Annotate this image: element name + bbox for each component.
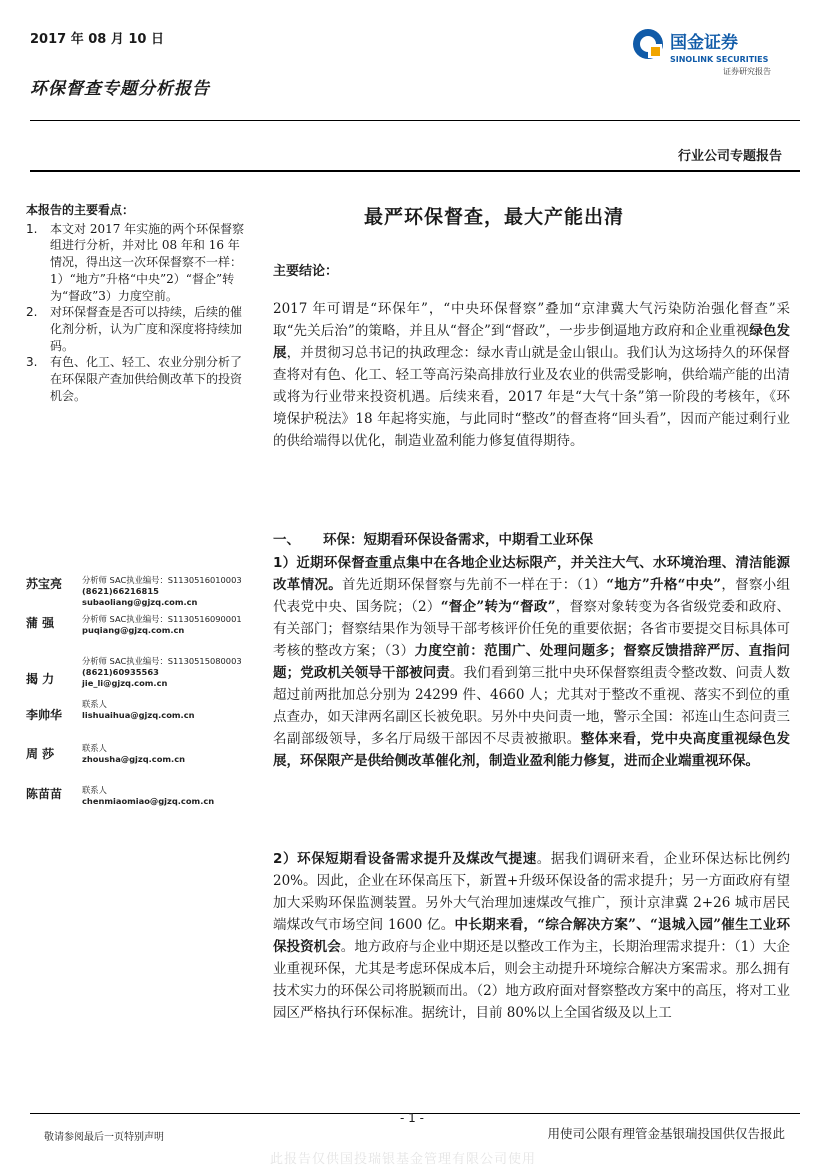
body-paragraph-1 [273, 552, 790, 772]
analyst-info [82, 743, 185, 765]
logo-english: SINOLINK SECURITIES [670, 55, 769, 64]
body-paragraph-2 [273, 848, 790, 1024]
summary-text: 2017 年可谓是“环保年”，“中央环保督察”叠加“京津冀大气污染防治强化督查”采取“先关后治”的策略，并且从“督企”到“督政”，一步步倒逼地方政府和企业重视 [273, 301, 790, 339]
highlight-text: 本文对 2017 年实施的两个环保督察组进行分析，并对比 08 年和 16 年情况，得出这一次环保督察不一样：1）“地方”升格“中央”2）“督企”转为“督政”3）力度空前。 [50, 221, 245, 303]
highlights-panel [26, 202, 246, 404]
report-type: 行业公司专题报告 [677, 149, 782, 164]
analyst-info [82, 656, 242, 688]
analyst-info [82, 614, 242, 636]
analyst-name: 苏宝亮 [26, 577, 63, 591]
header-divider [30, 120, 800, 121]
analyst-phone: (8621)60935563 [82, 666, 159, 677]
summary-text: ，并贯彻习总书记的执政理念：绿水青山就是金山银山。我们认为这场持久的环保督查将对有色、化工、轻工等高污染高排放行业及农业的供需受影响，供给端产能的出清或将为行业带来投资机遇。后续来看，2017 年是“大气十条”第一阶段的考核年，《环境保护税法》18 年起将实施，与此同时“整改”的督查将“回头看”，因而产能过剩行业的供给端得以优化，制造业盈利能力修复值得期待。 [273, 345, 791, 449]
paragraph-text: 。据我们调研来看，企业环保达标比例约 20%。因此，企业在环保高压下，新置+升级环保设备的需求提升；另一方面政府有望加大采购环保监测装置。另外大气治理加速煤改气推广，预计京津冀 2+26 城市居民端煤改气市场空间 1600 亿。 [273, 851, 790, 933]
paragraph-emphasis: 整体来看，党中央高度重视绿色发展，环保限产是供给侧改革催化剂，制造业盈利能力修复，进而企业端重视环保。 [273, 731, 791, 769]
logo-subtitle: 证券研究报告 [723, 67, 771, 76]
analyst-role: 联系人 [82, 785, 107, 795]
section-title: 环保：短期看环保设备需求，中期看工业环保 [323, 532, 593, 548]
summary-emphasis: 绿色发展 [273, 323, 790, 361]
analyst-name: 周 莎 [26, 747, 55, 761]
analyst-info [82, 575, 242, 607]
analyst-email[interactable]: zhousha@gjzq.com.cn [82, 753, 186, 764]
highlight-number: 3. [26, 355, 38, 370]
analyst-role: 分析师 SAC执业编号：S1130515080003 [82, 656, 242, 666]
logo-mark-icon [630, 26, 800, 66]
key-conclusions-label: 主要结论： [273, 264, 339, 279]
paragraph-text: 首先近期环保督察与先前不一样在于：（1） [342, 577, 607, 593]
report-date: 2017 年 08 月 10 日 [30, 32, 164, 47]
analyst-name: 蒲 强 [26, 616, 55, 630]
paragraph-number: 1） [273, 555, 297, 571]
analyst-name: 陈苗苗 [26, 787, 63, 801]
analyst-email[interactable]: puqiang@gjzq.com.cn [82, 624, 185, 635]
highlight-text: 有色、化工、轻工、农业分别分析了在环保限产查加供给侧改革下的投资机会。 [50, 355, 243, 403]
logo-text: 国金证券 [670, 33, 738, 53]
paragraph-emphasis: “督企”转为“督政” [440, 599, 556, 615]
paragraph-lead: 环保短期看设备需求提升及煤改气提速 [297, 851, 537, 867]
highlight-number: 2. [26, 305, 38, 320]
page-title: 最严环保督查，最大产能出清 [364, 206, 625, 228]
report-series-title: 环保督查专题分析报告 [30, 79, 210, 99]
company-logo [630, 26, 800, 76]
analyst-name: 李帅华 [26, 708, 63, 722]
analyst-email[interactable]: lishuaihua@gjzq.com.cn [82, 709, 195, 720]
analyst-email[interactable]: subaoliang@gjzq.com.cn [82, 596, 198, 607]
highlights-title: 本报告的主要看点： [26, 203, 135, 217]
section-number: 一、 [273, 532, 300, 548]
watermark: 此报告仅供国投瑞银基金管理有限公司使用 [270, 1152, 537, 1167]
highlight-text: 对环保督查是否可以持续，后续的催化剂分析，认为广度和深度将持续加码。 [50, 305, 243, 353]
analyst-email[interactable]: jie_li@gjzq.com.cn [82, 677, 168, 688]
analyst-phone: (8621)66216815 [82, 585, 159, 596]
analyst-role: 联系人 [82, 743, 107, 753]
summary-paragraph [273, 298, 790, 452]
paragraph-number: 2） [273, 851, 298, 867]
paragraph-lead: 近期环保督查重点集中在各地企业达标限产，并关注大气、水环境治理、清洁能源改革情况。 [273, 555, 790, 593]
highlight-item [26, 354, 246, 404]
paragraph-text: 。我们看到第三批中央环保督察组责令整改数、问责人数超过前两批加总分别为 24299 件、4660 人；尤其对于整改不重视、落实不到位的重点查办，如天津两名副区长被免职。另外中央问责一地，警示全国：祁连山生态问责三名副部级领导，多名厅局级干部因不尽责被撤职。 [273, 665, 791, 747]
highlight-item [26, 304, 246, 354]
analyst-name: 揭 力 [26, 672, 55, 686]
footer-notice: 敬请参阅最后一页特别声明 [44, 1132, 164, 1143]
analyst-info [82, 699, 195, 721]
paragraph-text: ，督察对象转变为各省级党委和政府、有关部门；督察结果作为领导干部考核评价任免的重要依据；各省市要提交目标具体可考核的整改方案；（3） [273, 599, 791, 659]
analyst-role: 联系人 [82, 699, 107, 709]
paragraph-text: ，督察小组代表党中央、国务院；（2） [273, 577, 791, 615]
highlight-number: 1. [26, 221, 38, 236]
analyst-role: 分析师 SAC执业编号：S1130516010003 [82, 575, 242, 585]
highlight-item [26, 221, 246, 305]
paragraph-emphasis: 中长期来看，“综合解决方案”、“退城入园”催生工业环保投资机会 [273, 917, 790, 955]
section-heading [273, 528, 593, 548]
analyst-role: 分析师 SAC执业编号：S1130516090001 [82, 614, 242, 624]
analyst-info [82, 785, 214, 807]
analyst-email[interactable]: chenmiaomiao@gjzq.com.cn [82, 795, 215, 806]
paragraph-emphasis: 力度空前：范围广、处理问题多；督察反馈措辞严厉、直指问题；党政机关领导干部被问责 [273, 643, 791, 681]
page-number: - 1 - [400, 1111, 424, 1125]
header-divider-thick [30, 170, 800, 172]
paragraph-emphasis: “地方”升格“中央” [606, 577, 722, 593]
paragraph-text: 。地方政府与企业中期还是以整改工作为主，长期治理需求提升：（1）大企业重视环保，尤其是考虑环保成本后，则会主动提升环境综合解决方案需求。那么拥有技术实力的环保公司将脱颖而出。（2）地方政府面对督察整改方案中的高压，将对工业园区严格执行环保标准。据统计，目前 80%以上全国省级及以上工 [273, 939, 791, 1021]
footer-usage-note: 用使司公限有理管金基银瑞投国供仅告报此 [547, 1126, 785, 1141]
